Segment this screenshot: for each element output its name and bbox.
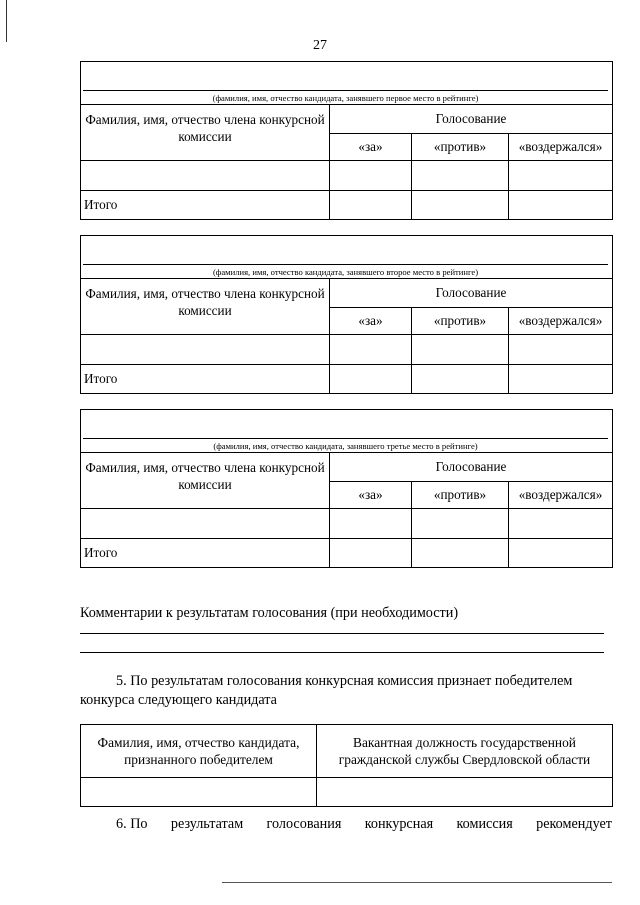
vacancy-header: Вакантная должность государственной гражданской службы Свердловской области [317,725,613,778]
comments-label: Комментарии к результатам голосования (при необходимости) [80,605,459,621]
vote-for-header: «за» [330,482,412,509]
paragraph-6-word: результатам [170,816,244,832]
vote-against-cell[interactable] [412,509,509,539]
vote-abstain-cell[interactable] [509,335,613,365]
paragraph-5-line-2: конкурса следующего кандидата [80,692,277,708]
total-row [81,539,613,568]
total-for-cell[interactable] [330,365,412,394]
voting-header: Голосование [330,105,613,134]
vote-abstain-cell[interactable] [509,161,613,191]
total-for-cell[interactable] [330,539,412,568]
vote-against-cell[interactable] [412,335,509,365]
candidate-name-cell[interactable] [81,236,613,279]
vote-for-cell[interactable] [330,335,412,365]
member-name-cell[interactable] [81,509,330,539]
paragraph-5 [80,672,612,710]
bottom-rule [222,882,612,883]
vote-abstain-header: «воздержался» [509,482,613,509]
page-number: 27 [313,38,327,53]
vote-for-header: «за» [330,308,412,335]
vote-for-cell[interactable] [330,161,412,191]
vacancy-cell[interactable] [317,778,613,807]
voting-header: Голосование [330,453,613,482]
vote-abstain-header: «воздержался» [509,134,613,161]
paragraph-6-word: конкурсная [364,816,434,832]
comments-line-1[interactable] [80,633,604,634]
winner-name-header: Фамилия, имя, отчество кандидата, признанного победителем [81,725,317,778]
candidate-caption: (фамилия, имя, отчество кандидата, занявшего первое место в рейтинге) [212,93,479,103]
member-name-cell[interactable] [81,161,330,191]
vote-against-header: «против» [412,308,509,335]
member-name-header: Фамилия, имя, отчество члена конкурсной комиссии [81,453,330,509]
paragraph-6-word: голосования [266,816,342,832]
total-against-cell[interactable] [412,539,509,568]
total-for-cell[interactable] [330,191,412,220]
candidate-name-cell[interactable] [81,410,613,453]
table-row [81,778,613,807]
total-abstain-cell[interactable] [509,539,613,568]
vote-table-third-place [80,409,613,568]
candidate-name-line [83,90,608,91]
comments-line-2[interactable] [80,652,604,653]
paragraph-6 [116,816,612,833]
paragraph-6-word: рекомендует [536,816,612,832]
total-against-cell[interactable] [412,365,509,394]
paragraph-6-word: 6. По [116,816,148,832]
candidate-name-cell[interactable] [81,62,613,105]
paragraph-6-word: комиссия [456,816,513,832]
total-abstain-cell[interactable] [509,365,613,394]
voting-header: Голосование [330,279,613,308]
vote-for-header: «за» [330,134,412,161]
candidate-name-line [83,438,608,439]
paragraph-5-line-1: 5. По результатам голосования конкурсная комиссия признает победителем [116,673,573,689]
member-name-cell[interactable] [81,335,330,365]
member-name-header: Фамилия, имя, отчество члена конкурсной комиссии [81,105,330,161]
table-row [81,509,613,539]
winner-name-cell[interactable] [81,778,317,807]
vote-abstain-cell[interactable] [509,509,613,539]
candidate-caption: (фамилия, имя, отчество кандидата, занявшего третье место в рейтинге) [213,441,478,451]
total-abstain-cell[interactable] [509,191,613,220]
margin-rule [6,0,7,42]
candidate-name-line [83,264,608,265]
member-name-header: Фамилия, имя, отчество члена конкурсной комиссии [81,279,330,335]
total-label: Итого [81,191,330,220]
candidate-caption: (фамилия, имя, отчество кандидата, занявшего второе место в рейтинге) [212,267,479,277]
total-row [81,191,613,220]
vote-for-cell[interactable] [330,509,412,539]
table-row [81,161,613,191]
vote-against-header: «против» [412,134,509,161]
vote-table-first-place [80,61,613,220]
total-label: Итого [81,539,330,568]
total-row [81,365,613,394]
vote-table-second-place [80,235,613,394]
total-against-cell[interactable] [412,191,509,220]
winner-table [80,724,613,807]
vote-against-header: «против» [412,482,509,509]
vote-abstain-header: «воздержался» [509,308,613,335]
vote-against-cell[interactable] [412,161,509,191]
total-label: Итого [81,365,330,394]
table-row [81,335,613,365]
